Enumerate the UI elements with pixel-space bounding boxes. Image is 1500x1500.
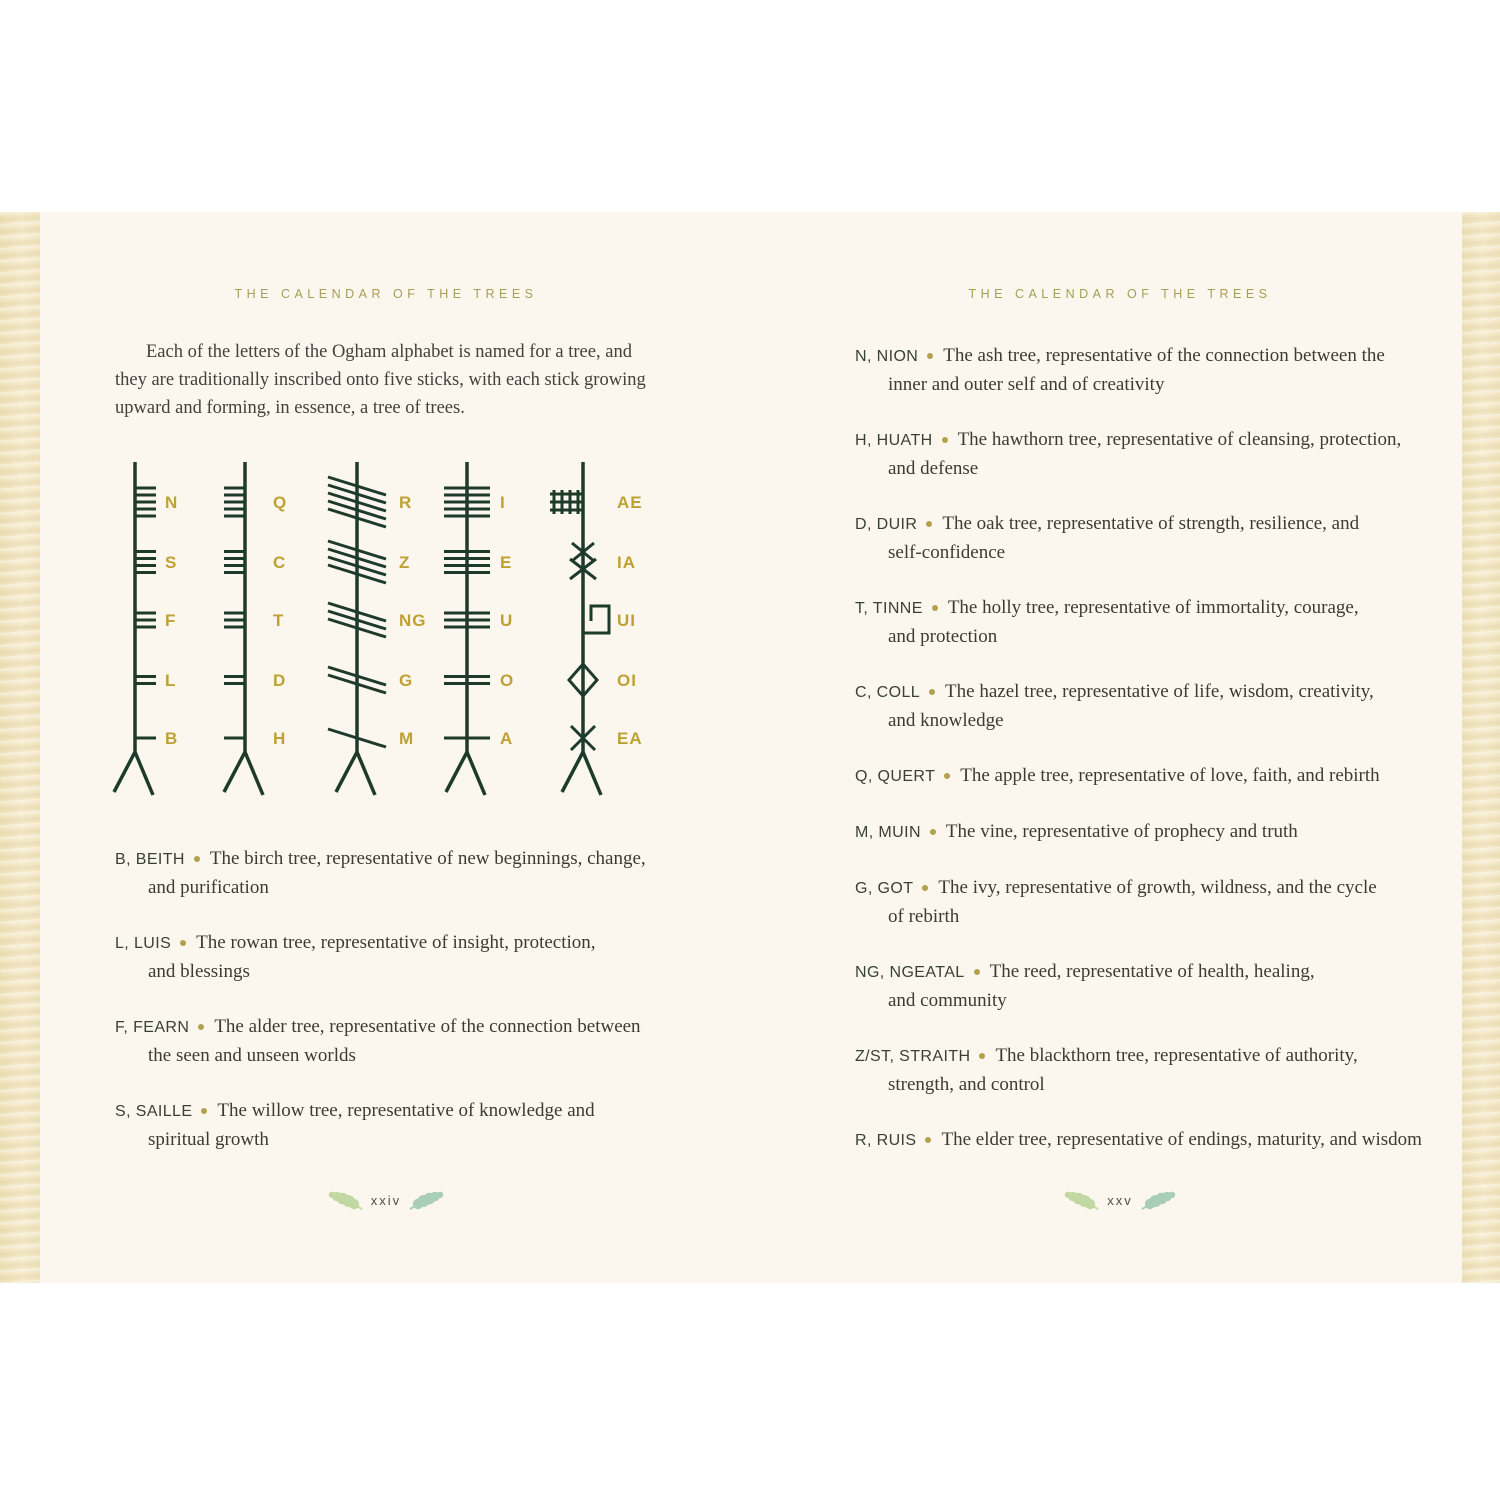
entry-label: H, HUATH [855,432,933,449]
bullet-dot [932,605,938,611]
ogham-stick [444,462,514,795]
ogham-letter: A [500,729,514,748]
entry-description: The vine, representative of prophecy and truth [945,821,1298,842]
intro-line: they are traditionally inscribed onto five sticks, with each stick growing [115,370,646,390]
bullet-dot [198,1024,204,1030]
entry-description: The rowan tree, representative of insight, protection, [196,932,596,953]
entry-line-continued: and blessings [148,961,250,982]
tree-entries-left [115,845,732,1154]
ogham-letter: U [500,611,514,630]
entry-description: The ash tree, representative of the connection between the [943,345,1385,366]
bullet-dot [929,689,935,695]
entry-line [115,845,732,874]
tree-entry [855,818,1480,847]
entry-label: F, FEARN [115,1019,190,1036]
entry-line [855,678,1480,707]
bullet-dot [180,940,186,946]
intro-line: Each of the letters of the Ogham alphabet is named for a tree, and [146,342,632,362]
tree-entry [855,342,1480,399]
intro-line: upward and forming, in essence, a tree of trees. [115,398,465,418]
running-head-left: THE CALENDAR OF THE TREES [234,287,538,301]
bullet-dot [922,885,928,891]
bullet-dot [944,773,950,779]
entry-line [855,958,1480,987]
ogham-letter: G [399,671,414,690]
book-spread [0,212,1500,1283]
tree-entry [855,958,1480,1015]
entry-line [855,1042,1480,1071]
entry-line [855,510,1480,539]
oak-leaf-icon [1140,1189,1176,1211]
ogham-letter: OI [617,671,637,690]
entry-line [115,1097,732,1126]
entry-line-continued: and knowledge [888,710,1004,731]
entry-description: The willow tree, representative of knowledge and [217,1100,595,1121]
ogham-letter: Q [273,493,288,512]
bullet-dot [201,1108,207,1114]
tree-entry [115,1097,732,1154]
oak-leaf-icon [328,1189,364,1211]
entry-line [115,1013,732,1042]
ogham-letter: T [273,611,285,630]
ogham-letter: Z [399,553,411,572]
entry-description: The blackthorn tree, representative of authority, [995,1045,1358,1066]
tree-entry [855,1126,1480,1155]
entry-line-continued: inner and outer self and of creativity [888,374,1165,395]
intro-paragraph [115,338,732,422]
ogham-letter: E [500,553,513,572]
entry-label: R, RUIS [855,1132,917,1149]
ogham-letter: NG [399,611,427,630]
tree-entry [855,426,1480,483]
folio-left [40,1189,732,1211]
entry-description: The ivy, representative of growth, wildness, and the cycle [938,877,1377,898]
folio-right [760,1189,1480,1211]
entry-description: The alder tree, representative of the connection between [214,1016,641,1037]
entry-label: D, DUIR [855,516,918,533]
ogham-letter: M [399,729,415,748]
ogham-stick [224,462,287,795]
ogham-sticks-svg [111,456,671,804]
ogham-diagram [111,456,732,809]
entry-line [855,342,1480,371]
page-left [40,212,732,1283]
tree-entry [855,678,1480,735]
tree-entries-right [855,342,1480,1155]
page-number: xxiv [370,1192,402,1208]
entry-description: The birch tree, representative of new beginnings, change, [209,848,646,869]
entry-line-continued: strength, and control [888,1074,1045,1095]
entry-description: The oak tree, representative of strength, resilience, and [942,513,1360,534]
entry-label: T, TINNE [855,600,923,617]
entry-line-continued: and protection [888,626,998,647]
bullet-dot [974,969,980,975]
entry-label: S, SAILLE [115,1103,193,1120]
oak-leaf-icon [1064,1189,1100,1211]
ogham-letter: I [500,493,506,512]
bullet-dot [979,1053,985,1059]
ogham-letter: H [273,729,287,748]
ogham-letter: EA [617,729,643,748]
entry-label: L, LUIS [115,935,172,952]
entry-label: G, GOT [855,880,914,897]
ogham-letter: C [273,553,287,572]
entry-line-continued: of rebirth [888,906,960,927]
bullet-dot [927,353,933,359]
entry-label: Q, QUERT [855,768,936,785]
ogham-letter: F [165,611,177,630]
ogham-letter: D [273,671,287,690]
ogham-letter: IA [617,553,636,572]
ogham-letter: B [165,729,179,748]
entry-line-continued: the seen and unseen worlds [148,1045,356,1066]
tree-entry [115,1013,732,1070]
entry-description: The elder tree, representative of endings, maturity, and wisdom [941,1129,1422,1150]
entry-description: The apple tree, representative of love, faith, and rebirth [960,765,1380,786]
entry-line [855,1126,1480,1155]
bullet-dot [930,829,936,835]
entry-line [855,874,1480,903]
bullet-dot [942,437,948,443]
page-right [760,212,1480,1283]
oak-leaf-icon [408,1189,444,1211]
ogham-stick [328,462,427,795]
entry-line [855,594,1480,623]
entry-line-continued: spiritual growth [148,1129,269,1150]
entry-label: NG, NGEATAL [855,964,965,981]
tree-entry [115,929,732,986]
entry-description: The hawthorn tree, representative of cleansing, protection, [957,429,1402,450]
ogham-stick [114,462,178,795]
entry-description: The hazel tree, representative of life, wisdom, creativity, [945,681,1374,702]
entry-line [855,818,1480,847]
entry-description: The reed, representative of health, healing, [989,961,1315,982]
tree-entry [855,594,1480,651]
entry-line-continued: self-confidence [888,542,1006,563]
entry-label: M, MUIN [855,824,921,841]
ogham-letter: L [165,671,177,690]
tree-entry [855,1042,1480,1099]
tree-entry [855,510,1480,567]
tree-entry [115,845,732,902]
entry-line [115,929,732,958]
ogham-letter: R [399,493,413,512]
tree-entry [855,762,1480,791]
entry-line-continued: and community [888,990,1007,1011]
ogham-letter: S [165,553,178,572]
entry-label: N, NION [855,348,919,365]
page-edge-left [0,212,40,1283]
ogham-letter: AE [617,493,643,512]
running-head-right: THE CALENDAR OF THE TREES [968,287,1272,301]
entry-label: Z/ST, STRAITH [855,1048,971,1065]
ogham-letter: O [500,671,515,690]
entry-line [855,762,1480,791]
entry-line [855,426,1480,455]
bullet-dot [925,1137,931,1143]
tree-entry [855,874,1480,931]
ogham-letter: N [165,493,179,512]
page-number: xxv [1107,1192,1133,1208]
ogham-stick [550,462,643,795]
entry-line-continued: and defense [888,458,979,479]
entry-description: The holly tree, representative of immortality, courage, [947,597,1359,618]
bullet-dot [194,856,200,862]
entry-label: B, BEITH [115,851,185,868]
entry-label: C, COLL [855,684,921,701]
bullet-dot [926,521,932,527]
ogham-letter: UI [617,611,636,630]
entry-line-continued: and purification [148,877,269,898]
